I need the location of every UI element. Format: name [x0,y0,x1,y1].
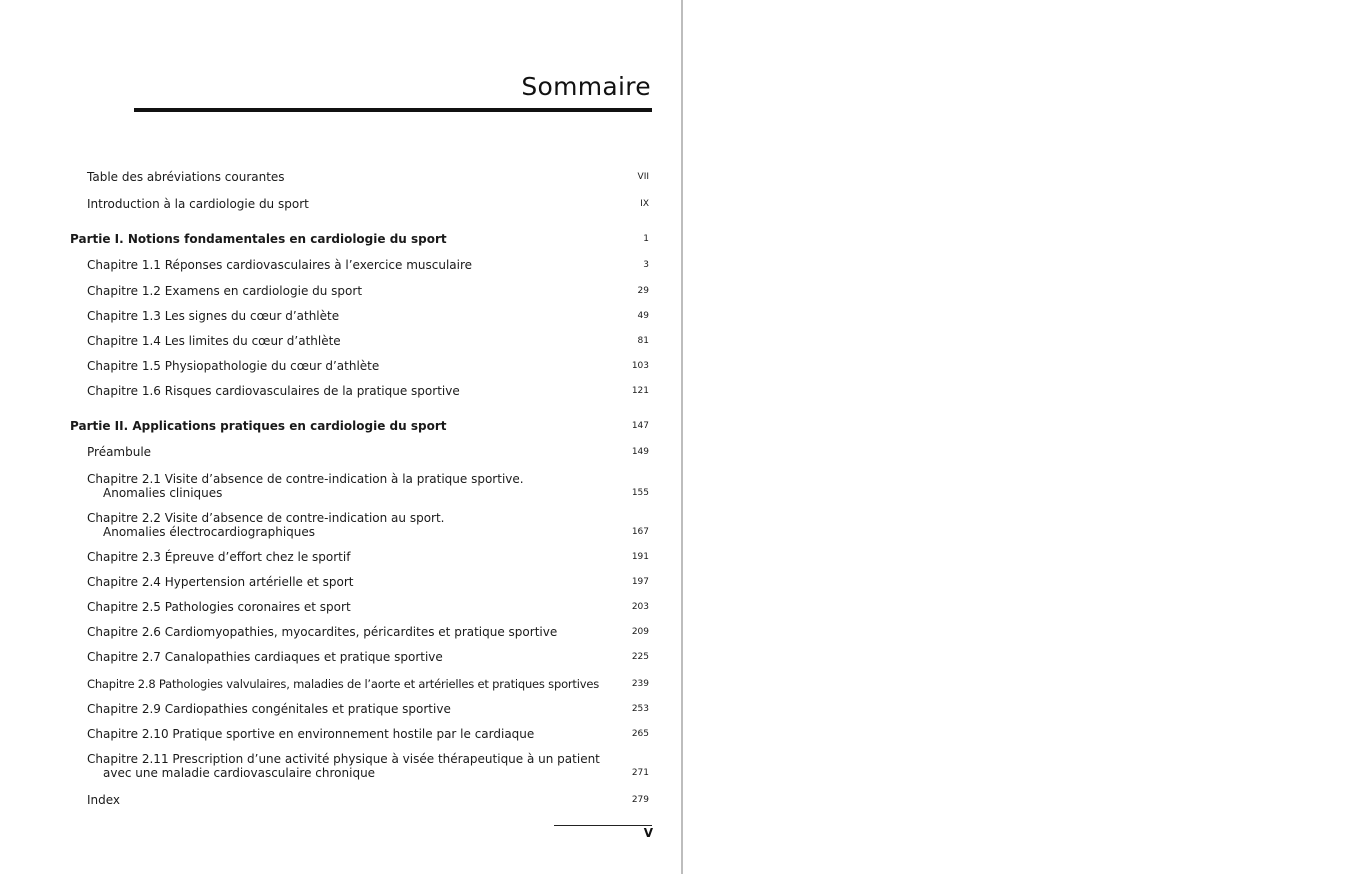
toc-page-number: 103 [631,361,649,371]
toc-label: Index [87,793,121,807]
toc-page-number: 149 [631,447,649,457]
toc-label: Chapitre 2.8 Pathologies valvulaires, maladies de l’aorte et artérielles et pratiques sportives [87,677,600,691]
toc-label: Chapitre 2.5 Pathologies coronaires et sport [87,600,351,614]
footer-rule [554,825,652,826]
toc-label: Partie I. Notions fondamentales en cardiologie du sport [70,232,447,246]
toc-page-number: 225 [631,652,649,662]
toc-label: Chapitre 2.3 Épreuve d’effort chez le sportif [87,550,351,564]
toc-label: Chapitre 2.7 Canalopathies cardiaques et pratique sportive [87,650,443,664]
toc-label-continuation: Anomalies cliniques [103,486,223,500]
toc-page-number: 167 [631,527,649,537]
toc-label: Partie II. Applications pratiques en cardiologie du sport [70,419,447,433]
toc-page-number: 279 [631,795,649,805]
toc-page-number: 265 [631,729,649,739]
title-rule [134,108,652,112]
toc-page-number: 253 [631,704,649,714]
toc-page-number: 155 [631,488,649,498]
right-page-blank [683,0,1366,874]
toc-page-number: 29 [637,286,649,296]
toc-page-number: 49 [637,311,649,321]
toc-label-continuation: avec une maladie cardiovasculaire chronique [103,766,376,780]
toc-label: Chapitre 1.1 Réponses cardiovasculaires à l’exercice musculaire [87,258,473,272]
toc-label: Chapitre 1.3 Les signes du cœur d’athlète [87,309,340,323]
toc-label: Chapitre 1.5 Physiopathologie du cœur d’athlète [87,359,380,373]
toc-label: Chapitre 2.4 Hypertension artérielle et sport [87,575,354,589]
page-folio: V [643,826,653,840]
toc-label: Chapitre 1.6 Risques cardiovasculaires de la pratique sportive [87,384,460,398]
toc-label: Chapitre 1.4 Les limites du cœur d’athlète [87,334,341,348]
toc-label: Chapitre 1.2 Examens en cardiologie du sport [87,284,363,298]
toc-page-number: 3 [643,260,649,270]
toc-page-number: 271 [631,768,649,778]
toc-page-number: 147 [631,421,649,431]
toc-page-number: 81 [637,336,649,346]
toc-label: Chapitre 2.1 Visite d’absence de contre-indication à la pratique sportive. [87,472,524,486]
toc-page-number: 191 [631,552,649,562]
toc-label: Chapitre 2.10 Pratique sportive en environnement hostile par le cardiaque [87,727,535,741]
toc-page-number: 121 [631,386,649,396]
toc-page-number: 239 [631,679,649,689]
toc-page-number: 203 [631,602,649,612]
toc-page-number: 1 [643,234,649,244]
toc-page-number: 197 [631,577,649,587]
toc-page-number: VII [637,172,649,182]
left-page [0,0,681,874]
toc-page-number: 209 [631,627,649,637]
toc-label: Préambule [87,445,152,459]
toc-label: Table des abréviations courantes [87,170,285,184]
toc-label: Chapitre 2.6 Cardiomyopathies, myocardites, péricardites et pratique sportive [87,625,558,639]
toc-label: Chapitre 2.11 Prescription d’une activité physique à visée thérapeutique à un patient [87,752,600,766]
page-title: Sommaire [521,72,651,101]
toc-label: Chapitre 2.2 Visite d’absence de contre-indication au sport. [87,511,445,525]
toc-label: Introduction à la cardiologie du sport [87,197,309,211]
toc-label-continuation: Anomalies électrocardiographiques [103,525,316,539]
toc-label: Chapitre 2.9 Cardiopathies congénitales et pratique sportive [87,702,451,716]
toc-page-number: IX [640,199,649,209]
